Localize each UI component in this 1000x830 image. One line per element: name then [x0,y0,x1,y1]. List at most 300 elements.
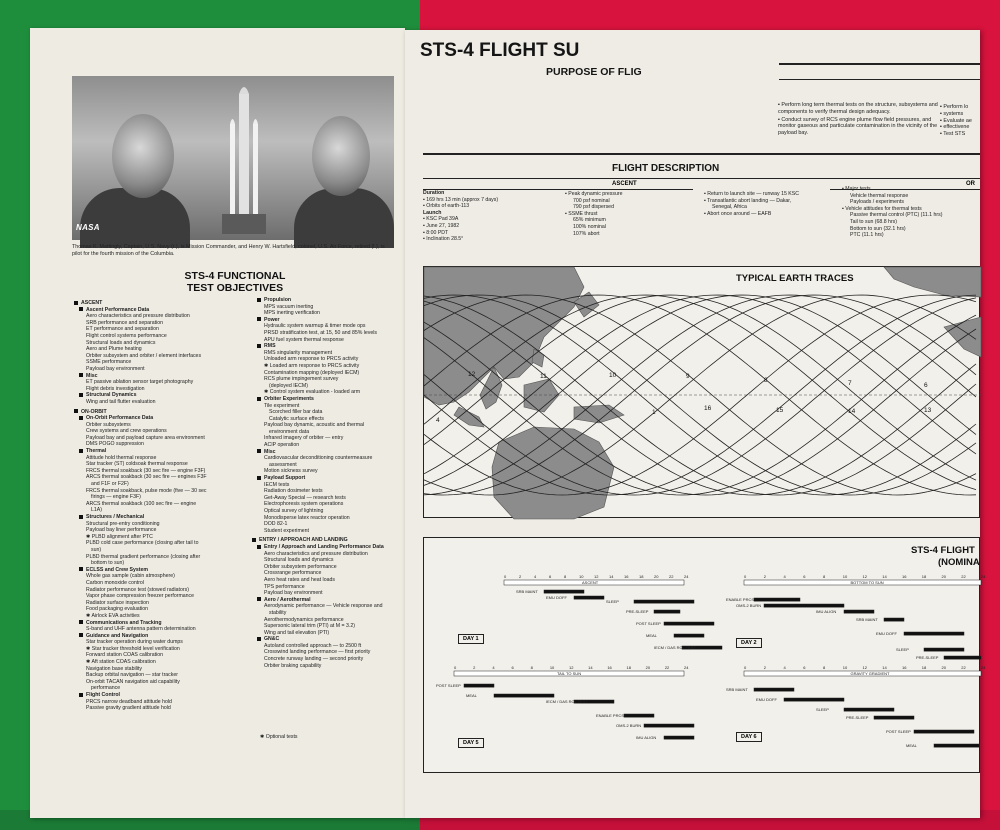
objective-text: SSME performance [86,359,132,366]
objective-item [252,455,402,462]
timeline-title: STS-4 FLIGHT [911,545,975,556]
objective-text: Whole gas sample (cabin atmosphere) [86,573,175,580]
tick-label: 2 [763,574,766,579]
activity-label: ENABLE PRCS [596,713,625,718]
flight-description-line: ▪ Abort once around — EAFB [704,210,772,217]
objective-text: Star tracker operation during water dumps [86,639,183,646]
objective-item [252,462,402,469]
objective-text: Aero / Aerothermal [264,596,311,603]
objective-text: ✱ Loaded arm response to PRCS activity [264,362,360,369]
activity-bar [654,610,680,613]
objective-item [74,639,274,646]
section-heading [74,300,274,307]
bullet-icon [257,344,261,348]
bullet-icon [79,393,83,397]
activity-label: MEAL [646,633,657,638]
shuttle-image [222,84,266,234]
flight-description-duration [423,190,563,243]
orbit-number-15: 15 [776,407,784,414]
objective-item [74,560,274,567]
objective-item [252,376,402,383]
objective-item [74,326,274,333]
flight-description-line: 65% minimum [573,217,606,224]
right-astronaut-suit [294,188,394,248]
left-astronaut-face [112,114,174,198]
objective-item [74,600,274,607]
objective-item [74,540,274,547]
subsection-heading [74,448,274,455]
objective-text: S-band and UHF antenna pattern determination [86,626,196,633]
objective-text: Communications and Tracking [86,619,162,626]
objective-text: Structural loads and dynamics [86,339,156,346]
bullet-icon [257,397,261,401]
subsection-heading [252,475,402,482]
objective-item [74,379,274,386]
timeline-drawing [424,538,986,774]
objective-text: Tile experiment [264,402,300,409]
objective-text: Star tracker (ST) coldsoak thermal response [86,461,188,468]
objective-item [252,564,402,571]
flight-description-rule-top [423,153,980,155]
objective-text: Crosswind landing performance — first priority [264,649,371,656]
objective-item [252,330,402,337]
orbit-number-9: 9 [686,373,690,380]
objective-item [74,626,274,633]
objective-text: Payload bay environment [86,365,145,372]
objective-item [252,495,402,502]
objective-text: Unloaded arm response to PRCS activity [264,356,359,363]
objective-text: L1A) [91,507,102,514]
objective-text: Attitude hold thermal response [86,454,157,461]
objective-item [74,320,274,327]
activity-label: SRB MAINT [726,687,748,692]
objective-item [252,482,402,489]
americas-landmass [884,267,981,297]
orbit-label: OR [966,181,975,187]
orbit-number-8: 8 [764,377,768,384]
objective-text: Flight debris investigation [86,385,145,392]
objective-text: IECM tests [264,481,290,488]
orbit-number-10: 10 [609,372,617,379]
objective-text: Optical survey of lightning [264,508,324,514]
orbit-number-1: 1 [652,409,656,416]
objective-item [252,501,402,508]
left-astronaut-suit [80,188,190,248]
flight-description-line: Launch [423,209,442,216]
objective-item [252,528,402,535]
section-heading [74,409,274,416]
bullet-icon [257,545,261,549]
subsection-heading [252,597,402,604]
tick-label: 20 [941,574,946,579]
orbit-number-12: 12 [468,371,476,378]
activity-label: POST SLEEP [886,729,911,734]
bullet-icon [257,597,261,601]
map-title: TYPICAL EARTH TRACES [736,273,854,284]
objective-text: performance [91,685,121,692]
objective-text: Orbiter subsystem performance [264,563,337,570]
objective-item [252,557,402,564]
objective-text: Backup orbital navigation — star tracker [86,672,178,679]
objective-item [74,679,274,686]
objective-text: Monodisperse latex reactor operation [264,514,350,521]
day-6-label: DAY 6 [736,732,762,742]
objective-item [74,501,274,508]
activity-label: EMU DOFF [546,595,567,600]
objective-text: ✱ Control system evaluation - loaded arm [264,389,361,396]
activity-bar [644,724,694,727]
objective-item [74,428,274,435]
tick-label: 2 [473,665,476,670]
tick-label: 20 [645,665,651,670]
objective-text: DOD 82-1 [264,521,288,528]
tick-label: 18 [921,665,927,670]
objective-item [74,685,274,692]
timeline-bars [436,574,986,748]
ascent-label: ASCENT [612,181,637,187]
activity-bar [784,698,844,701]
nasa-logo: NASA [76,223,100,232]
subsection-heading [252,396,402,403]
flight-description-line: Senegal, Africa [712,204,747,211]
subsection-heading [74,514,274,521]
objectives-column-2 [252,297,402,669]
objective-item [74,613,274,620]
bullet-icon [79,449,83,453]
tick-label: 16 [607,665,612,670]
orbit-number-7: 7 [848,380,852,387]
objective-text: ET performance and separation [86,326,159,333]
optional-tests-note: ✱ Optional tests [260,734,298,740]
tick-label: 0 [744,665,747,670]
objective-text: Misc [264,448,276,455]
objective-text: Power [264,316,280,323]
activity-bar [944,656,981,659]
flight-description-line: 700 psf nominal [573,197,610,204]
activity-bar [754,688,794,691]
activity-label: PRE-SLEEP [846,715,869,720]
objective-item [252,515,402,522]
objective-item [74,699,274,706]
objective-item [252,623,402,630]
objective-item [74,587,274,594]
tick-label: 22 [669,574,674,579]
objective-item [252,442,402,449]
objective-text: Flight control systems performance [86,332,167,339]
tick-label: 18 [921,574,927,579]
tick-label: 24 [684,574,689,579]
objective-text: Get-Away Special — research tests [264,494,346,501]
objective-text: Passive gravity gradient attitude hold [86,705,171,712]
objectives-column-1 [74,297,274,712]
activity-label: SLEEP [896,647,909,652]
activity-bar [544,590,584,593]
activity-label: PRE-SLEEP [626,609,649,614]
objective-text: Aero characteristics and pressure distribution [86,313,190,320]
subsection-heading [74,415,274,422]
objective-text: Flight Control [86,692,120,699]
objective-text: PLBD cold case performance (closing after tail to [86,540,199,547]
bullet-icon [257,317,261,321]
objective-text: Structures / Mechanical [86,514,145,520]
flight-description-aborts [704,191,834,217]
objective-item [74,652,274,659]
objective-text: Wing and tail flutter evaluation [86,398,156,405]
tick-label: 10 [579,574,584,579]
activity-bar [664,736,694,739]
subsection-heading [252,449,402,456]
objective-text: assessment [269,461,297,468]
objective-item [252,363,402,370]
flight-description-line: 790 psf dispersed [573,204,614,211]
objective-text: Ascent Performance Data [86,306,150,313]
activity-bar [884,618,904,621]
subsection-heading [74,692,274,699]
objective-text: Carbon monoxide control [86,579,144,586]
objective-item [252,370,402,377]
tick-label: 2 [519,574,522,579]
objective-text: Orbiter Experiments [264,395,314,402]
objective-text: Payload bay dynamic, acoustic and thermal [264,422,365,429]
objective-item [252,577,402,584]
objective-item [252,663,402,670]
tick-label: 20 [941,665,946,670]
objective-item [74,521,274,528]
tick-label: 6 [803,574,806,579]
objective-item [74,468,274,475]
tick-label: 4 [534,574,537,579]
subsection-heading [74,392,274,399]
objective-text: Cardiovascular deconditioning countermeasure [264,455,373,462]
objective-item [74,554,274,561]
subsection-heading [252,544,402,551]
tick-label: 0 [504,574,507,579]
activity-bar [924,648,964,651]
objective-text: Payload bay environment [264,590,323,597]
flight-timeline [423,537,986,773]
bullet-icon [74,409,78,413]
objective-text: Contamination mapping (deployed IECM) [264,369,360,376]
borneo-island [524,379,559,412]
objective-text: Orbiter braking capability [264,662,322,669]
objective-text: RMS [264,343,276,350]
activity-bar [464,684,494,687]
objective-text: Orbiter subsystem and orbiter / element interfaces [86,352,202,359]
objective-text: Misc [86,372,98,379]
bullet-icon [79,515,83,519]
title-line-2: TEST OBJECTIVES [186,282,284,294]
purpose-item-cut: ▪ effectivene [940,124,970,131]
flight-description-line: ▪ Return to launch site — runway 15 KSC [704,191,799,197]
bullet-icon [79,567,83,571]
mexico-coast [944,317,981,357]
bullet-icon [79,620,83,624]
tick-label: 2 [763,665,766,670]
flight-description-line: Duration [423,190,445,196]
tick-label: 4 [783,665,786,670]
objective-text: Forward station COAS calibration [86,652,163,659]
objective-text: Navigation base stability [86,665,142,672]
purpose-item: ▪ Perform long term thermal tests on the structure, subsystems and components to verify thermal design adequacy. [778,102,938,115]
objective-text: Aero and Plume heating [86,346,142,353]
crew-photo [72,76,394,240]
tick-label: 4 [492,665,495,670]
subsection-heading [74,373,274,380]
tick-label: 6 [549,574,552,579]
subsection-heading [74,633,274,640]
page-title [110,270,360,294]
objective-text: ✱ PLBD alignment after PTC [86,533,153,540]
objective-item [74,593,274,600]
bullet-icon [79,633,83,637]
activity-bar [904,632,964,635]
activity-label: IECM / DAS RCL TEST [546,699,588,704]
photo-caption: Thomas K. Mattingly, Captain, U.S. Navy (r.), is Mission Commander, and Henry W. Hartsfield, colonel, U.S. Air Force, retired (l.), is pilot for the fourth mission of the Columbia. [72,244,385,257]
objective-item [74,435,274,442]
section-heading [252,537,402,544]
objective-text: TPS performance [264,583,305,590]
activity-bar [664,622,714,625]
band-label: TAIL TO SUN [557,671,582,676]
orbit-number-14: 14 [848,408,856,415]
activity-label: POST SLEEP [636,621,661,626]
objective-text: stability [269,609,287,616]
activity-bar [574,596,604,599]
objective-item [74,659,274,666]
objective-text: ON-ORBIT [81,408,107,415]
purpose-item-cut: ▪ Evaluate ae [940,117,972,124]
purpose-item-cut: ▪ Test STS [940,131,966,138]
objective-item [74,353,274,360]
objective-text: APU fuel system thermal response [264,336,344,343]
activity-bar [754,598,800,601]
objective-item [252,603,402,610]
tick-label: 16 [902,574,907,579]
objective-text: ✱ Aft station COAS calibration [86,659,156,666]
flight-description-line: 100% nominal [573,223,606,230]
activity-label: SLEEP [816,707,829,712]
objective-text: Payload bay and payload capture area environment [86,434,205,441]
purpose-item: ▪ Conduct survey of RCS engine plume flow field pressures, and monitor gaseous and particulate contamination in the vicinity of the payload bay. [778,116,938,137]
flight-description-line: ▪ Peak dynamic pressure [565,191,623,197]
flight-description-line: ▪ SSME thrust [565,210,598,217]
objective-item [74,705,274,712]
band-label: BOTTOM TO SUN [850,580,884,585]
tick-label: 24 [981,574,986,579]
objective-text: ENTRY / APPROACH AND LANDING [259,537,348,544]
objective-text: ARCS thermal soakback (100 sec fire — engine [86,500,197,507]
subsection-heading [74,620,274,627]
flight-description-line: Vehicle thermal response [850,192,909,199]
objective-text: Aerodynamic performance — Vehicle response and [264,603,383,610]
day-2-label: DAY 2 [736,638,762,648]
tick-label: 16 [624,574,629,579]
tick-label: 12 [862,665,867,670]
orbit-number-13: 13 [924,407,932,414]
orbit-number-11: 11 [540,373,547,380]
objective-text: Radiator surface inspection [86,599,149,606]
activity-label: SRB MAINT [856,617,878,622]
objective-text: (deployed IECM) [269,382,308,389]
objective-text: Vapor phase compression freezer performance [86,593,195,600]
objective-item [74,666,274,673]
objective-item [252,630,402,637]
activity-bar [844,610,874,613]
tick-label: 22 [664,665,670,670]
flight-description-line: 107% abort [573,230,600,237]
objective-item [74,461,274,468]
activity-label: OMS-2 BURN [736,603,762,608]
objective-text: Radiation dosimeter tests [264,488,323,495]
tick-label: 0 [744,574,747,579]
activity-label: POST SLEEP [436,683,461,688]
bullet-icon [257,637,261,641]
objective-text: Catalytic surface effects [269,415,324,422]
objective-text: Thermal [86,448,107,455]
objective-text: Radiator performance test (stowed radiators) [86,586,189,593]
bullet-icon [257,449,261,453]
objective-item [252,610,402,617]
bullet-icon [257,476,261,480]
objective-item [252,416,402,423]
objective-item [252,429,402,436]
activity-bar [764,604,844,607]
objective-item [74,606,274,613]
objective-item [74,313,274,320]
objective-item [74,488,274,495]
activity-label: MEAL [466,693,477,698]
objective-text: ✱ Star tracker threshold level verification [86,645,180,652]
objective-item [74,346,274,353]
tick-label: 14 [609,574,614,579]
objective-text: Crossrange performance [264,570,322,577]
map-drawing [424,267,981,519]
objective-text: environment data [269,428,310,435]
tick-label: 8 [530,665,533,670]
objective-text: Hydraulic system warmup & timer mode ops [264,323,366,330]
objective-item [74,359,274,366]
tick-label: 18 [626,665,631,670]
activity-bar [874,716,914,719]
objective-item [252,383,402,390]
activity-label: IECM / DAS RCL TEST [654,645,696,650]
objective-item [252,356,402,363]
objective-text: On-orbit TACAN navigation aid capability [86,678,180,685]
objective-item [252,488,402,495]
tick-label: 12 [569,665,574,670]
orbit-number-6: 6 [924,382,928,389]
objective-text: ✱ Airlock EVA activities [86,612,140,619]
activity-label: SRB MAINT [516,589,538,594]
tick-label: 8 [823,574,826,579]
objective-item [252,389,402,396]
activity-bar [494,694,554,697]
tick-label: 14 [588,665,593,670]
day-5-label: DAY 5 [458,738,484,748]
bullet-icon [79,373,83,377]
objective-text: firings — engine F3F) [91,494,141,501]
objective-text: ACIP operation [264,442,300,449]
purpose-item-cut: ▪ systems [940,110,964,117]
activity-label: SLEEP [606,599,619,604]
objective-text: sun) [91,546,102,553]
objective-text: ARCS thermal soakback (30 sec fire — engines F3F [86,474,207,481]
earth-traces-map [423,266,980,518]
objective-text: Aero heat rates and heat loads [264,576,335,583]
objective-text: ECLSS and Crew System [86,566,148,573]
objective-text: Concrete runway landing — second priority [264,656,364,663]
objective-item [252,570,402,577]
